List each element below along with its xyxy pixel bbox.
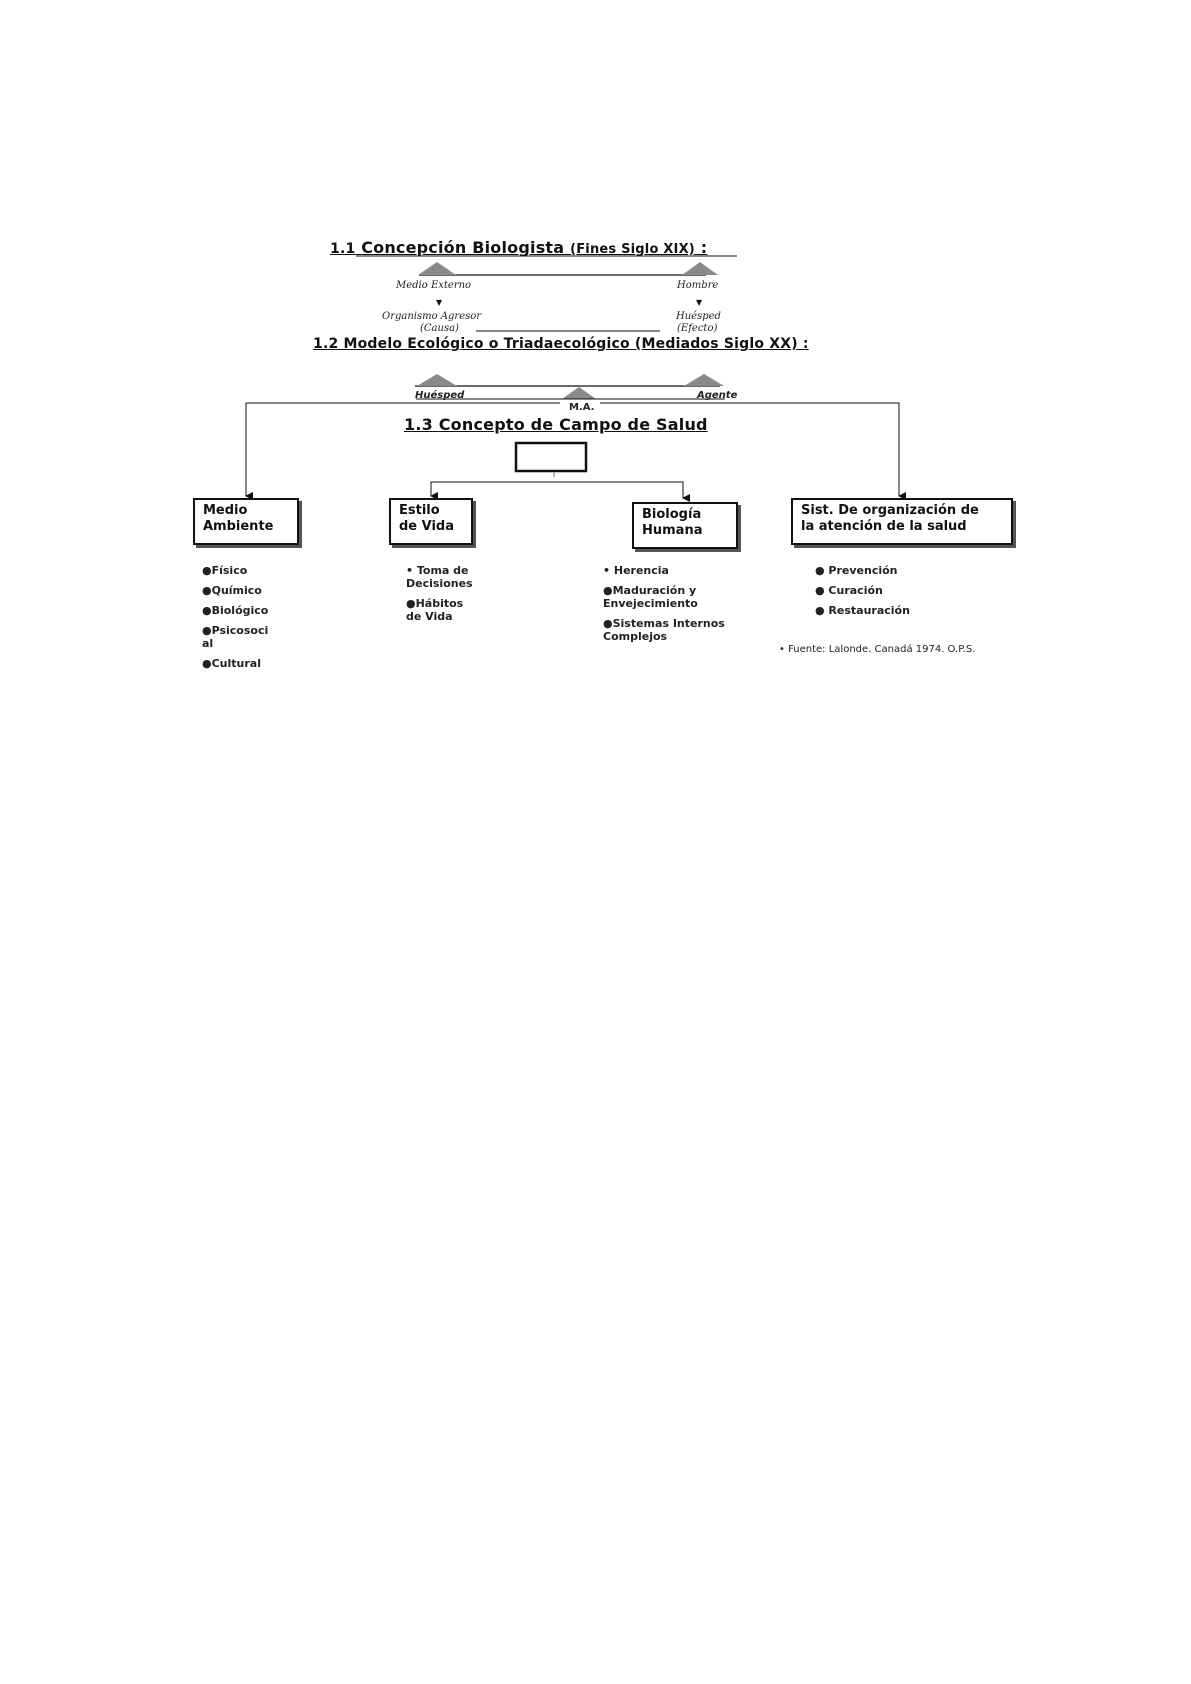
- box-estilo-line2: de Vida: [399, 519, 455, 534]
- section1-number: 1.1: [330, 241, 356, 257]
- s1-right-top-label: Hombre: [677, 280, 719, 291]
- s2-right-triangle: [684, 374, 724, 386]
- section3-title: [404, 415, 708, 434]
- center-empty-box: [516, 443, 586, 471]
- list-item: de Vida: [406, 610, 453, 623]
- s1-right-triangle: [682, 262, 718, 275]
- s2-center-triangle: [562, 387, 596, 399]
- section2-title-text: Modelo Ecológico o Triadaecológico: [343, 336, 630, 352]
- list-sistema-atencion: [815, 564, 910, 624]
- box-medio-ambiente: [193, 498, 299, 545]
- section2-subtitle: (Mediados Siglo XX): [634, 336, 798, 352]
- list-item: ●Biológico: [202, 604, 269, 617]
- box-sistema-atencion: [791, 498, 1013, 545]
- section1-colon: :: [700, 238, 708, 257]
- s1-right-bottom-label: Huésped: [676, 311, 721, 322]
- list-biologia-humana: [603, 564, 725, 650]
- box-estilo-line1: Estilo: [399, 503, 440, 518]
- list-item: ●Hábitos: [406, 597, 464, 610]
- section2-colon: :: [802, 336, 809, 352]
- list-item: ●Sistemas Internos: [603, 617, 725, 630]
- box-biologia-line2: Humana: [642, 523, 703, 538]
- list-item: Complejos: [603, 630, 668, 643]
- list-item: al: [202, 637, 214, 650]
- box-sistema-line2: la atención de la salud: [801, 519, 967, 534]
- list-item: • Toma de: [406, 564, 469, 577]
- box-sistema-line1: Sist. De organización de: [801, 503, 979, 518]
- s1-left-bottom-label: Organismo Agresor: [382, 311, 482, 322]
- s2-left-triangle: [417, 374, 457, 386]
- list-item: ● Prevención: [815, 564, 898, 577]
- list-medio-ambiente: [202, 564, 268, 677]
- s1-left-arrow-icon: ▼: [436, 298, 443, 307]
- s1-right-bottom-sub: (Efecto): [677, 323, 718, 334]
- box-biologia-humana: [632, 502, 738, 549]
- section2-number: 1.2: [313, 336, 339, 352]
- section3-title-text: Concepto de Campo de Salud: [438, 415, 708, 434]
- section3-number: 1.3: [404, 415, 433, 434]
- s1-left-bottom-sub: (Causa): [420, 323, 459, 334]
- list-estilo-de-vida: [406, 564, 473, 630]
- s2-right-label: Agente: [697, 390, 738, 401]
- list-item: ●Físico: [202, 564, 248, 577]
- list-item: ●Químico: [202, 584, 262, 597]
- list-item: ●Cultural: [202, 657, 261, 670]
- s2-center-label: M.A.: [569, 402, 595, 413]
- list-item: ● Curación: [815, 584, 883, 597]
- s1-right-arrow-icon: ▼: [696, 298, 703, 307]
- connector-center-left: [431, 482, 551, 496]
- box-medio-line1: Medio: [203, 503, 248, 518]
- connector-center-right: [551, 482, 683, 498]
- list-item: Decisiones: [406, 577, 473, 590]
- list-item: Envejecimiento: [603, 597, 698, 610]
- section1-title-text: Concepción Biologista: [361, 238, 565, 257]
- section1-subtitle: (Fines Siglo XIX): [570, 242, 695, 257]
- source-note: • Fuente: Lalonde. Canadá 1974. O.P.S.: [779, 644, 976, 655]
- center-tick-mark: I: [553, 471, 556, 479]
- section1-title: [330, 238, 707, 257]
- list-item: ● Restauración: [815, 604, 910, 617]
- box-estilo-de-vida: [389, 498, 473, 545]
- box-medio-line2: Ambiente: [203, 519, 274, 534]
- list-item: ●Psicosoci: [202, 624, 269, 637]
- s1-left-triangle: [418, 262, 456, 275]
- section2-title: [313, 336, 809, 352]
- list-item: • Herencia: [603, 564, 669, 577]
- list-item: ●Maduración y: [603, 584, 697, 597]
- box-biologia-line1: Biología: [642, 507, 702, 522]
- s1-left-top-label: Medio Externo: [396, 280, 472, 291]
- s2-left-label: Huésped: [415, 390, 465, 401]
